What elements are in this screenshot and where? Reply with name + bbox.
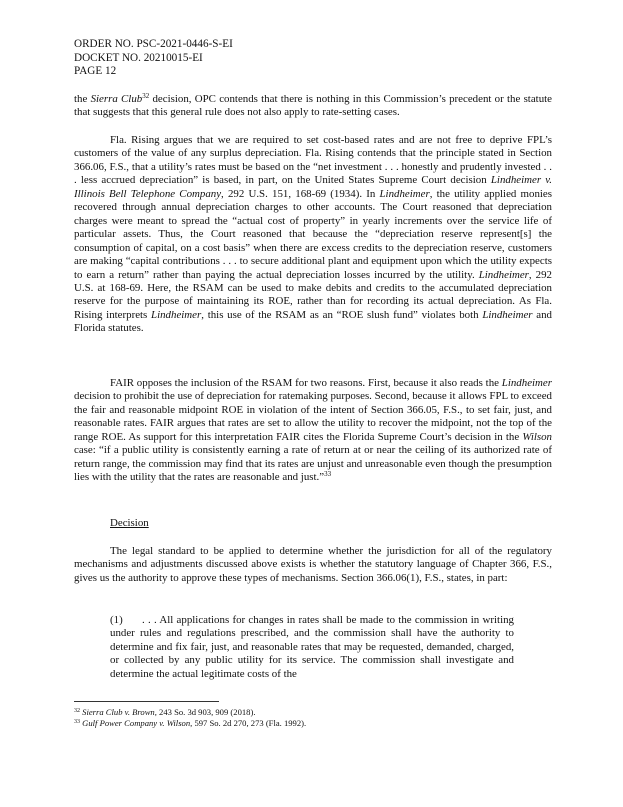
quote-number: (1) — [110, 614, 123, 626]
footnote-ref: 32 — [142, 92, 150, 100]
section-heading-decision: Decision — [110, 517, 149, 529]
page-header — [74, 38, 233, 79]
page-number: PAGE 12 — [74, 65, 117, 78]
docket-number: DOCKET NO. 20210015-EI — [74, 51, 203, 64]
case-name: Lindheimer — [482, 308, 533, 321]
case-name: Sierra Club — [90, 93, 143, 105]
block-quote: (1) . . . All applications for changes in rates shall be made to the commission in writing under rules and regulations prescribed, and the commission shall have the authority to determine and fix fair, just, and reasonable rates that may be requested, demanded, charged, or collected by any public utility for its service. The commission shall investigate and determine the actual legitimate costs of the — [110, 614, 514, 680]
footnote-ref: 33 — [324, 470, 332, 479]
paragraph-fla-rising: Fla. Rising argues that we are required to set cost-based rates and are not free to deprive FPL’s customers of the value of any surplus depreciation. Fla. Rising contends that the principle stated in Section 366.06, F.S., that a utility’s rates must be based on the “net investment . . . honestly and prudently invested . . . less accrued depreciation” is based, in part, on the United States Supreme Court decision Lindheimer v. Illinois Bell Telephone Company, 292 U.S. 151, 168-69 (1934). In Lindheimer, the utility applied monies recovered through annual depreciation charges to other accounts. The Court reasoned that depreciation charges were meant to spread the “actual cost of property” in yearly increments over the service life of particular assets. Thus, the Court reasoned that because the “depreciation reserve represent[s] the consumption of capital, on a cost basis” when there are excess credits to the depreciation reserve, customers are making “capital contributions . . . to secure additional plant and equipment upon which the utility expects to earn a return” rather than paying the actual depreciation losses incurred by the utility. Lindheimer, 292 U.S. at 168-69. Here, the RSAM can be used to make debits and credits to the accumulated depreciation reserve for the purpose of maintaining its ROE, rather than for recording its actual depreciation. As Fla. Rising interprets Lindheimer, this use of the RSAM as an “ROE slush fund” violates both Lindheimer and Florida statutes. — [74, 134, 553, 335]
case-name: Lindheimer — [478, 268, 529, 281]
paragraph-fair: FAIR opposes the inclusion of the RSAM for two reasons. First, because it also reads the Lindheimer decision to prohibit the use of depreciation for ratemaking purposes. Second, because it allows FPL to exceed the fair and reasonable midpoint ROE in violation of the intent of Section 366.05, F.S., to set fair, just, and reasonable rates. FAIR argues that rates are set to allow the utility to recover the midpoint, not the top of the range ROE. As support for this interpretation FAIR cites the Florida Supreme Court’s decision in the Wilson case: “if a public utility is consistently earning a rate of return at or near the ceiling of its authorized rate of return range, the commission may find that its rates are unjust and unreasonable even though the presumption lies with the utility that the rates are reasonable and just.”$^{33}$ — [74, 377, 552, 484]
paragraph-legal-standard: The legal standard to be applied to determine whether the jurisdiction for all of the regulatory mechanisms and adjustments discussed above exists is whether the statutory language of Chapter 366, F.S., gives us the authority to approve these types of mechanisms. Section 366.06(1), F.S., states, in part: — [74, 545, 552, 584]
order-number: ORDER NO. PSC-2021-0446-S-EI — [74, 38, 233, 50]
case-name: Lindheimer — [501, 377, 552, 389]
case-name: Wilson — [522, 430, 552, 443]
paragraph-opc: the Sierra Club$^{32}$ decision, OPC contends that there is nothing in this Commission’s precedent or the statute that suggests that this general rule does not also apply to rate-setting cases. — [74, 92, 552, 119]
footnotes — [74, 707, 306, 728]
footnote-33: $^{33}$ Gulf Power Company v. Wilson, 597 So. 2d 270, 273 (Fla. 1992). — [74, 717, 307, 728]
case-name: Lindheimer — [379, 187, 430, 200]
footnote-divider — [74, 701, 219, 702]
footnote-32: $^{32}$ Sierra Club v. Brown, 243 So. 3d 903, 909 (2018). — [74, 707, 256, 717]
case-name: Lindheimer v. Illinois Bell Telephone Company — [74, 174, 553, 200]
case-name: Lindheimer — [151, 308, 202, 321]
